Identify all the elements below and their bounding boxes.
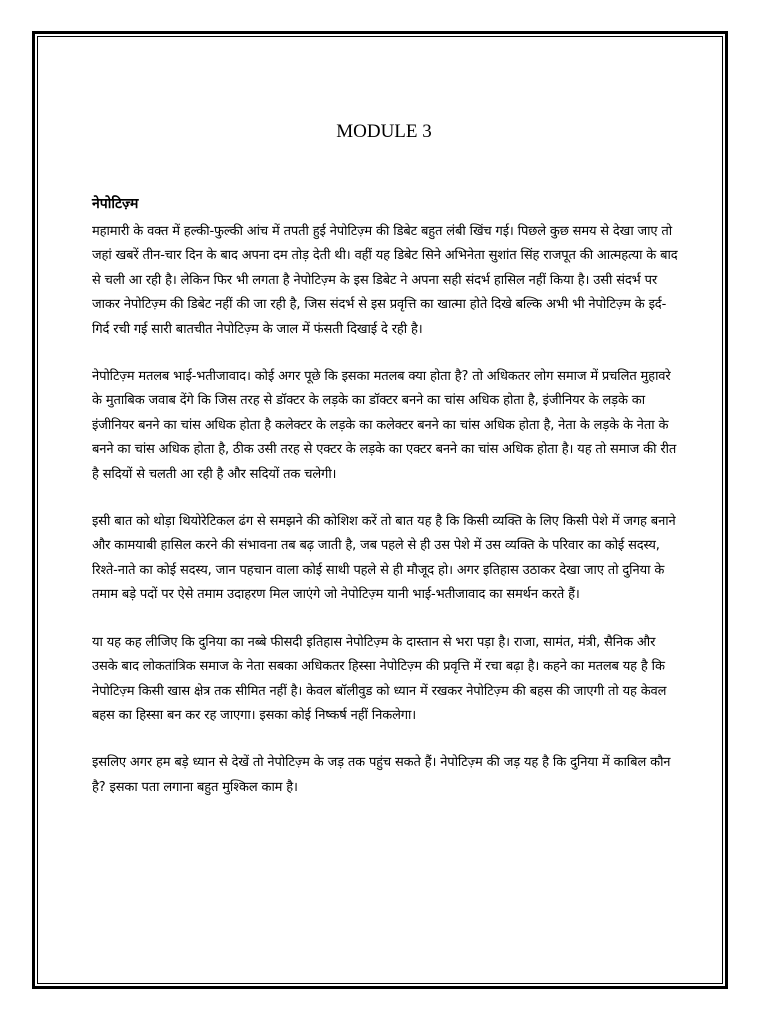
paragraph-2: नेपोटिज़्म मतलब भाई-भतीजावाद। कोई अगर पूछे कि इसका मतलब क्या होता है? तो अधिकतर लोग समाज में प्रचलित मुहावरे के मुताबिक जवाब देंगे कि जिस तरह से डॉक्टर के लड़के का डॉक्टर बनने का चांस अधिक होता है, इंजीनियर के लड़के का इंजीनियर बनने का चांस अधिक होता है कलेक्टर के लड़के का कलेक्टर बनने का चांस अधिक होता है, नेता के लड़के के नेता के बनने का चांस अधिक होता है, ठीक उसी तरह से एक्टर के लड़के का एक्टर बनने का चांस अधिक होता है। यह तो समाज की रीत है सदियों से चलती आ रही है और सदियों तक चलेगी। — [92, 369, 677, 482]
module-title: MODULE 3 — [336, 121, 432, 142]
paragraph-3: इसी बात को थोड़ा थियोरेटिकल ढंग से समझने की कोशिश करें तो बात यह है कि किसी व्यक्ति के लिए किसी पेशे में जगह बनाने और कामयाबी हासिल करने की संभावना तब बढ़ जाती है, जब पहले से ही उस पेशे में उस व्यक्ति के परिवार का कोई सदस्य, रिश्ते-नाते का कोई सदस्य, जान पहचान वाला कोई साथी पहले से ही मौजूद हो। अगर इतिहास उठाकर देखा जाए तो दुनिया के तमाम बड़े पदों पर ऐसे तमाम उदाहरण मिल जाएंगे जो नेपोटिज़्म यानी भाई-भतीजावाद का समर्थन करते हैं। — [92, 514, 676, 603]
paragraph-4: या यह कह लीजिए कि दुनिया का नब्बे फीसदी इतिहास नेपोटिज़्म के दास्तान से भरा पड़ा है। राजा, सामंत, मंत्री, सैनिक और उसके बाद लोकतांत्रिक समाज के नेता सबका अधिकतर हिस्सा नेपोटिज़्म की प्रवृत्ति में रचा बढ़ा है। कहने का मतलब यह है कि नेपोटिज़्म किसी खास क्षेत्र तक सीमित नहीं है। केवल बॉलीवुड को ध्यान में रखकर नेपोटिज़्म की बहस की जाएगी तो यह केवल बहस का हिस्सा बन कर रह जाएगा। इसका कोई निष्कर्ष नहीं निकलेगा। — [92, 634, 667, 723]
paragraph-1: महामारी के वक्त में हल्की-फुल्की आंच में तपती हुई नेपोटिज़्म की डिबेट बहुत लंबी खिंच गई। पिछले कुछ समय से देखा जाए तो जहां खबरें तीन-चार दिन के बाद अपना दम तोड़ देती थी। वहीं यह डिबेट सिने अभिनेता सुशांत सिंह राजपूत की आत्महत्या के बाद से चली आ रही है। लेकिन फिर भी लगता है नेपोटिज़्म के इस डिबेट ने अपना सही संदर्भ हासिल नहीं किया है। उसी संदर्भ पर जाकर नेपोटिज़्म की डिबेट नहीं की जा रही है, जिस संदर्भ से इस प्रवृत्ति का खात्मा होते दिखे बल्कि अभी भी नेपोटिज़्म के इर्द-गिर्द रची गई सारी बातचीत नेपोटिज़्म के जाल में फंसती दिखाई दे रही है। — [92, 224, 678, 337]
document-body — [92, 192, 682, 823]
section-heading: नेपोटिज़्म — [92, 196, 139, 212]
paragraph-5: इसलिए अगर हम बड़े ध्यान से देखें तो नेपोटिज़्म के जड़ तक पहुंच सकते हैं। नेपोटिज़्म की जड़ यह है कि दुनिया में काबिल कौन है? इसका पता लगाना बहुत मुश्किल काम है। — [92, 755, 671, 795]
